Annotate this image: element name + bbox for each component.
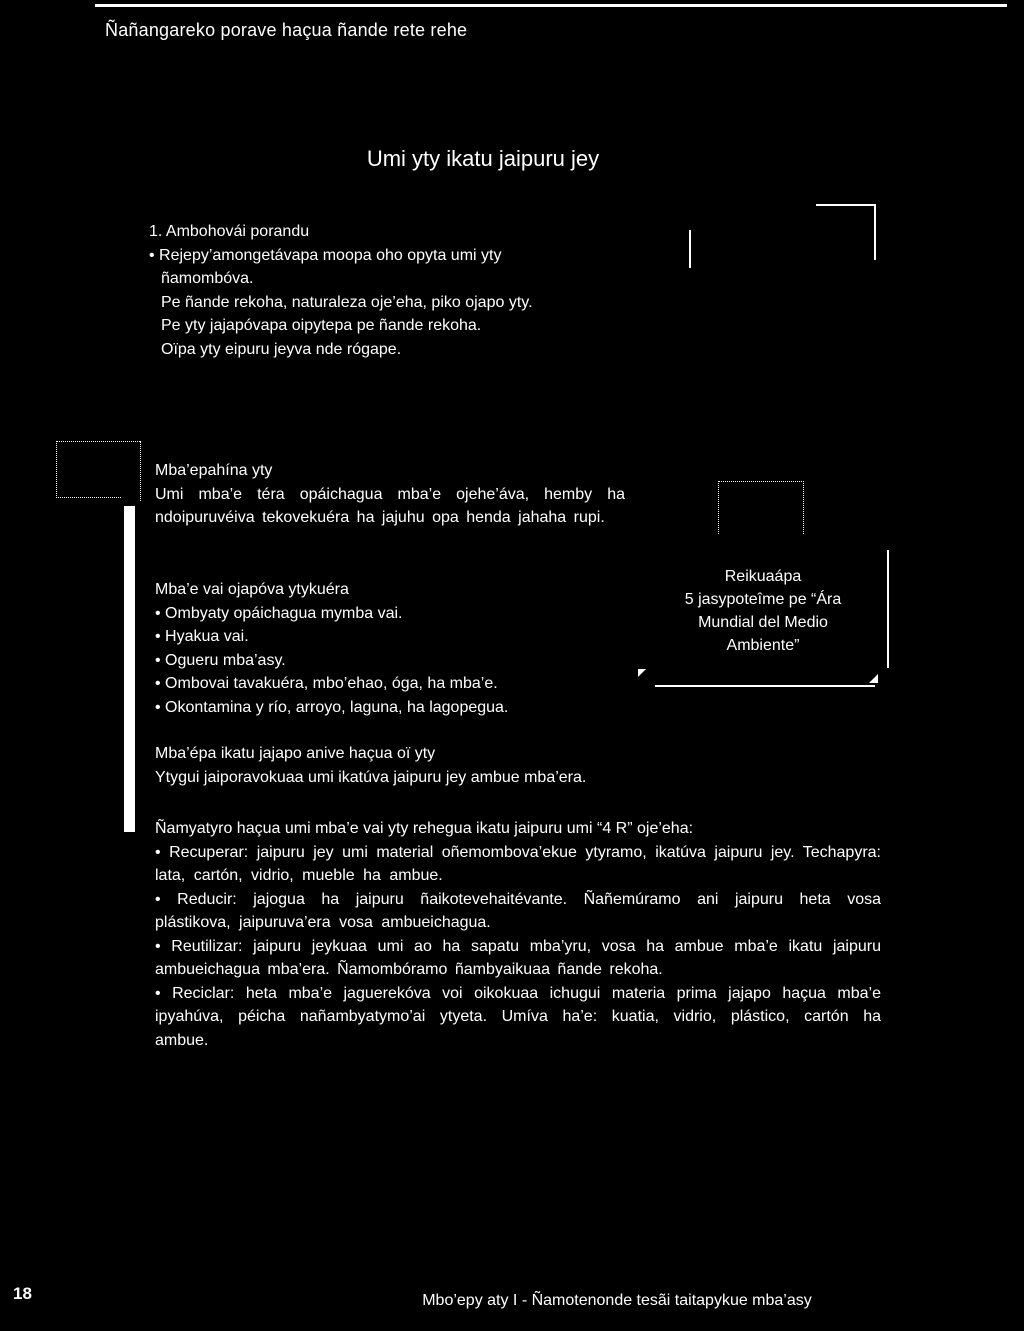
image-placeholder [56,441,121,498]
section-harms [155,578,635,719]
frame-line [874,204,876,260]
footer-title: Mbo’epy aty I - Ñamotenonde tesãi taitapykue mba’asy [422,1292,812,1309]
left-margin-bar [124,506,135,832]
frame-line [140,441,141,501]
list-item: • Recuperar: jaipuru jey umi material oñemombova’ekue ytyramo, ikatúva jaipuru jey. Techapyra: lata, cartón, vidrio, mueble ha ambue. [155,841,881,888]
callout-line: Ambiente” [726,637,800,654]
callout-box [661,565,865,657]
text-line: Pe ñande rekoha, naturaleza oje’eha, piko ojapo yty. [161,293,533,311]
section-definition [155,459,625,530]
frame-line [816,204,876,206]
list-item: • Reciclar: heta mba’e jaguerekóva voi oikokuaa ichugui materia prima jajapo haçua mba’e ipyahúva, péicha nañambyatymo’ai ytyeta. Umíva ha’e: kuatia, vidrio, plástico, cartón ha ambue. [155,982,881,1053]
list-item: • Ombyaty opáichagua mymba vai. [155,602,635,626]
text-line: • Rejepy’amongetávapa moopa oho opyta umi yty [149,246,502,264]
page-number: 18 [13,1284,32,1303]
callout-line: 5 jasypoteîme pe “Ára [684,591,842,608]
section-prevention [155,742,715,789]
callout-line: Reikuaápa [724,568,802,585]
list-item: • Reducir: jajogua ha jaipuru ñaikotevehaitévante. Ñañemúramo ani jaipuru heta vosa plástikova, jaipuruva’era vosa ambueichagua. [155,888,881,935]
section-heading: Mba’épa ikatu jajapo anive haçua oï yty [155,745,436,762]
section-heading: Mba’e vai ojapóva ytykuéra [155,581,349,598]
section-intro: Ñamyatyro haçua umi mba’e vai yty rehegua ikatu jaipuru umi “4 R” oje’eha: [155,820,694,837]
frame-line [689,230,691,268]
frame-line [887,550,889,668]
text-line: ñamombóva. [161,270,254,287]
corner-mark [869,674,878,683]
frame-line [56,441,140,442]
paragraph: Umi mba’e téra opáichagua mba’e ojehe’áva, hemby ha ndoipuruvéiva tekovekuéra ha jajuhu opa henda jahaha rupi. [155,485,625,526]
list-item: • Reutilizar: jaipuru jeykuaa umi ao ha sapatu mba’yru, vosa ha ambue mba’e ikatu jaipuru ambueichagua mba’era. Ñamombóramo ñambyaikuaa ñande rekoha. [155,935,881,982]
list-item: • Ombovai tavakuéra, mbo’ehao, óga, ha mba’e. [155,672,635,696]
text-line: Oïpa yty eipuru jeyva nde rógape. [161,340,402,358]
section-4r [155,817,881,1052]
list-item: • Hyakua vai. [155,625,635,649]
text-line: Pe yty jajapóvapa oipytepa pe ñande rekoha. [161,317,482,334]
list-item: • Okontamina y río, arroyo, laguna, ha lagopegua. [155,696,635,720]
image-placeholder [718,481,804,534]
corner-mark [638,669,646,677]
section-questions [149,220,609,361]
callout-line: Mundial del Medio [698,614,828,631]
section-heading: Mba’epahína yty [155,462,273,479]
frame-line [655,685,875,687]
page-title: Umi yty ikatu jaipuru jey [366,146,600,171]
paragraph: Ytygui jaiporavokuaa umi ikatúva jaipuru jey ambue mba’era. [155,768,587,786]
section-heading: 1. Ambohovái porandu [149,223,310,240]
top-rule [95,4,1007,7]
running-header: Ñañangareko porave haçua ñande rete rehe [105,20,468,40]
list-item: • Ogueru mba’asy. [155,649,635,673]
